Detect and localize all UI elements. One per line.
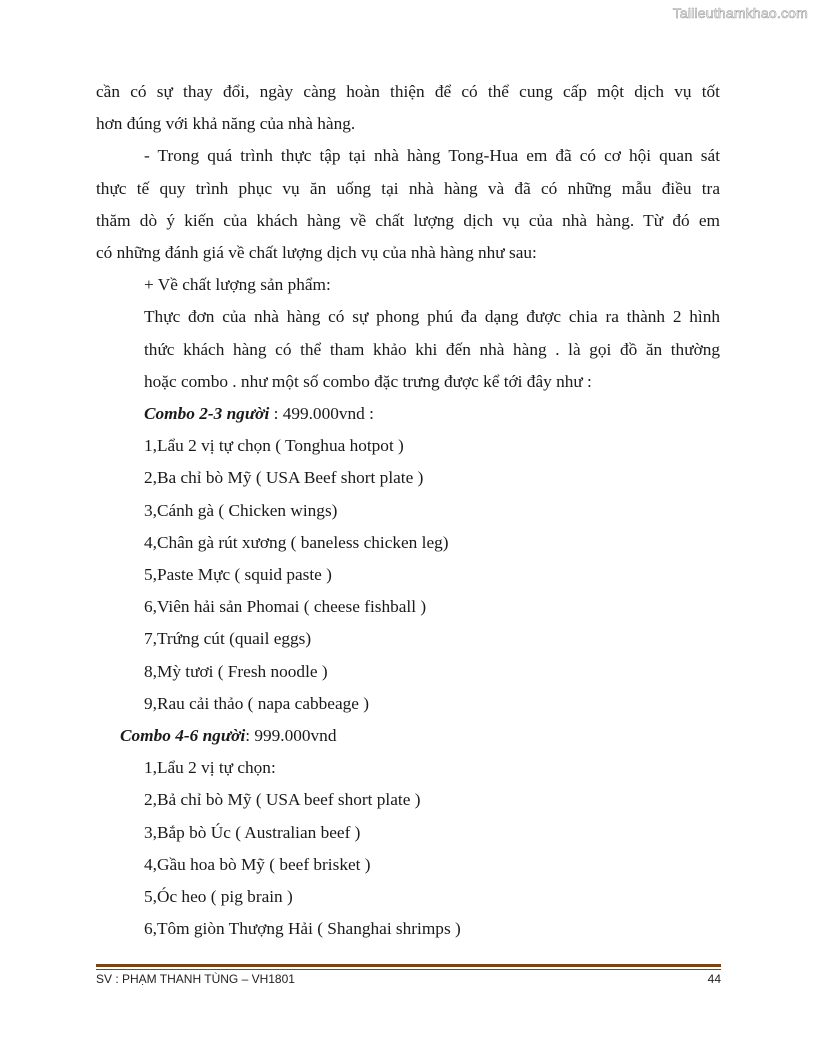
watermark-text: Tailieuthamkhao.com [672, 5, 808, 21]
paragraph-line: hơn đúng với khả năng của nhà hàng. [96, 114, 356, 134]
combo-title: Combo 4-6 người [120, 726, 246, 746]
footer-divider-thin [96, 969, 721, 970]
combo-2-3-section [96, 398, 720, 720]
paragraph-line: thăm dò ý kiến của khách hàng về chất lượng dịch vụ của nhà hàng. Từ đó em [96, 210, 720, 230]
paragraph-line: - Trong quá trình thực tập tại nhà hàng Tong-Hua em đã có cơ hội quan sát [144, 146, 720, 166]
paragraph-line: thức khách hàng có thể tham khảo khi đến nhà hàng . là gọi đồ ăn thường [144, 339, 720, 359]
paragraph-line: Thực đơn của nhà hàng có sự phong phú đa dạng được chia ra thành 2 hình [144, 307, 720, 327]
list-item: 8,Mỳ tươi ( Fresh noodle ) [144, 661, 328, 681]
list-item: 2,Ba chỉ bò Mỹ ( USA Beef short plate ) [144, 468, 424, 488]
footer-divider [96, 964, 721, 967]
combo-title: Combo 2-3 người [144, 404, 270, 424]
page-footer [96, 972, 721, 986]
combo-price: : 999.000vnd [245, 726, 337, 746]
list-item: 3,Cánh gà ( Chicken wings) [144, 500, 338, 520]
list-item: 6,Tôm giòn Thượng Hải ( Shanghai shrimps ) [144, 919, 461, 939]
paragraph-line: cần có sự thay đổi, ngày càng hoàn thiện để có thể cung cấp một dịch vụ tốt [96, 82, 720, 101]
list-item: 5,Paste Mực ( squid paste ) [144, 565, 332, 585]
list-item: 6,Viên hải sản Phomai ( cheese fishball ) [144, 597, 427, 617]
footer-author: SV : PHẠM THANH TÙNG – VH1801 [96, 972, 295, 986]
list-item: 9,Rau cải thảo ( napa cabbeage ) [144, 693, 370, 713]
list-item: 1,Lẩu 2 vị tự chọn: [144, 758, 276, 778]
section-heading: + Về chất lượng sản phẩm: [144, 275, 331, 295]
combo-heading [96, 720, 720, 752]
list-item: 1,Lẩu 2 vị tự chọn ( Tonghua hotpot ) [144, 436, 404, 456]
combo-heading [144, 398, 720, 430]
page-number: 44 [707, 972, 721, 986]
paragraph-line: hoặc combo . như một số combo đặc trưng được kể tới đây như : [144, 371, 592, 391]
list-item: 2,Bả chỉ bò Mỹ ( USA beef short plate ) [144, 790, 421, 810]
list-item: 3,Bắp bò Úc ( Australian beef ) [144, 822, 361, 842]
combo-price: : 499.000vnd : [269, 404, 374, 424]
combo-4-6-section [96, 752, 720, 945]
list-item: 4,Gầu hoa bò Mỹ ( beef brisket ) [144, 854, 371, 874]
menu-intro [96, 301, 720, 398]
list-item: 4,Chân gà rút xương ( baneless chicken leg) [144, 532, 449, 552]
list-item: 5,Óc heo ( pig brain ) [144, 887, 293, 907]
list-item: 7,Trứng cút (quail eggs) [144, 629, 312, 649]
paragraph-line: có những đánh giá về chất lượng dịch vụ của nhà hàng như sau: [96, 243, 537, 263]
paragraph-line: thực tế quy trình phục vụ ăn uống tại nhà hàng và đã có những mẫu điều tra [96, 178, 720, 198]
document-body [96, 76, 720, 945]
